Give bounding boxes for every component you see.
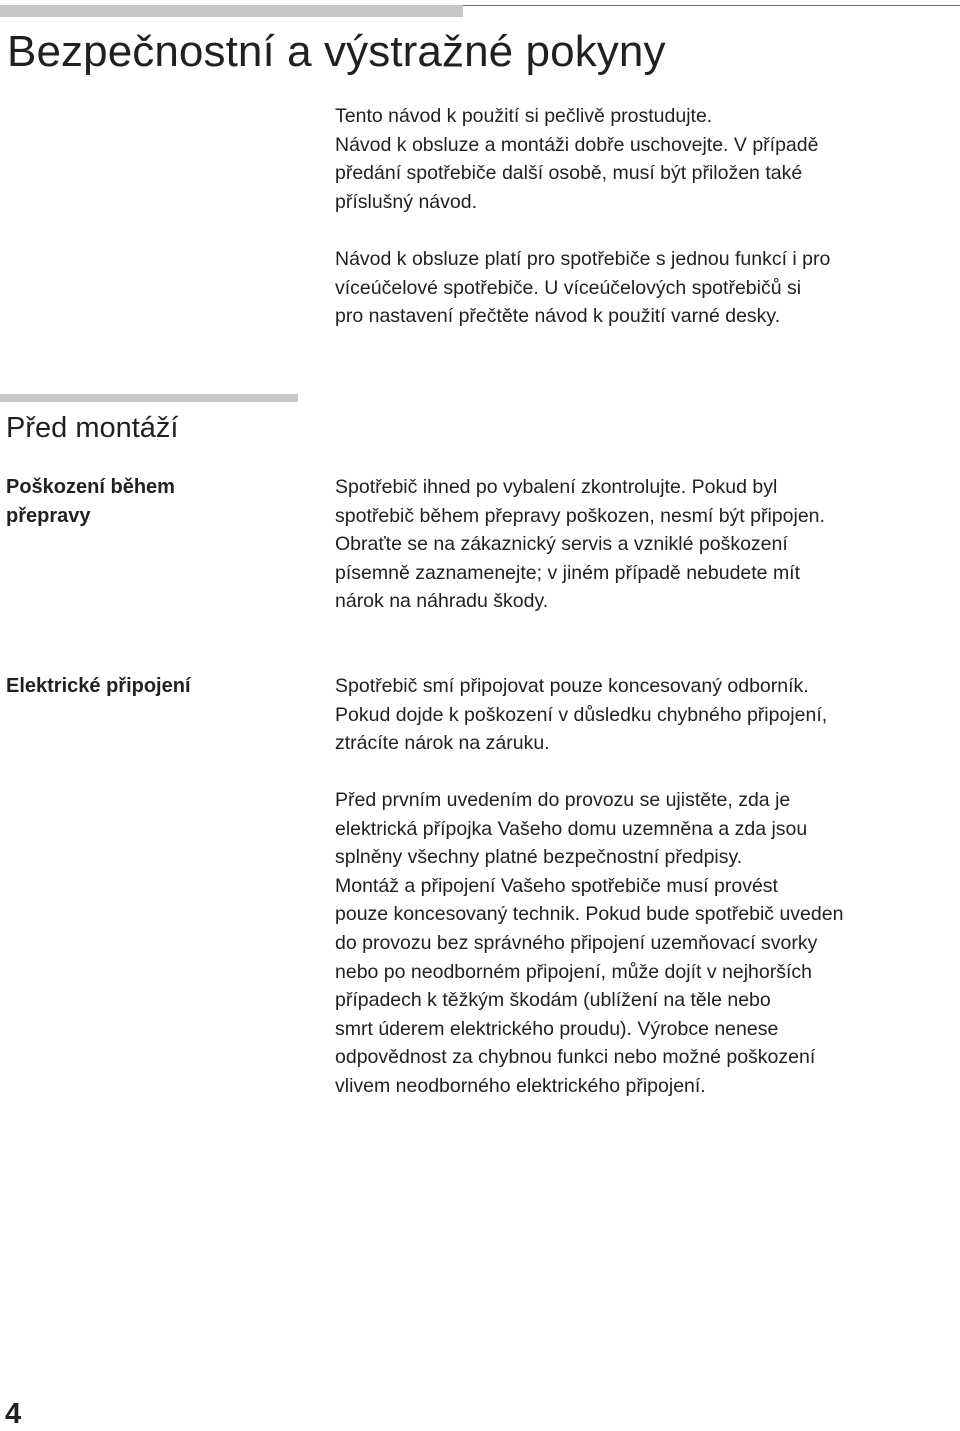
- electrical-paragraph-2: [335, 786, 955, 1101]
- text-line: Před prvním uvedením do provozu se ujistěte, zda je: [335, 789, 791, 811]
- text-line: Návod k obsluze platí pro spotřebiče s jednou funkcí i pro: [335, 248, 831, 270]
- text-line: spotřebič během přepravy poškozen, nesmí být připojen.: [335, 504, 825, 527]
- electrical-connection-label: Elektrické připojení: [6, 675, 191, 697]
- section-rule: [0, 394, 298, 402]
- text-line: odpovědnost za chybnou funkci nebo možné poškození: [335, 1046, 816, 1069]
- text-line: případech k těžkým škodám (ublížení na těle nebo: [335, 989, 771, 1012]
- text-line: ztrácíte nárok na záruku.: [335, 732, 550, 755]
- text-line: splněny všechny platné bezpečnostní předpisy.: [335, 846, 743, 869]
- text-line: nebo po neodborném připojení, může dojít v nejhorších: [335, 960, 812, 983]
- transport-damage-paragraph: [335, 473, 955, 616]
- text-line: pouze koncesovaný technik. Pokud bude spotřebič uveden: [335, 903, 844, 926]
- text-line: Tento návod k použití si pečlivě prostudujte.: [335, 105, 713, 127]
- text-line: vlivem neodborného elektrického připojení.: [335, 1074, 706, 1097]
- text-line: pro nastavení přečtěte návod k použití varné desky.: [335, 305, 781, 328]
- text-line: smrt úderem elektrického proudu). Výrobce nenese: [335, 1017, 779, 1040]
- text-line: do provozu bez správného připojení uzemňovací svorky: [335, 931, 818, 954]
- text-line: Montáž a připojení Vašeho spotřebiče musí provést: [335, 874, 778, 897]
- text-line: předání spotřebiče další osobě, musí být přiložen také: [335, 162, 803, 185]
- header-rule-thick: [0, 5, 463, 17]
- text-line: příslušný návod.: [335, 190, 477, 213]
- text-line: Návod k obsluze a montáži dobře uschovejte. V případě: [335, 133, 819, 156]
- text-line: Spotřebič ihned po vybalení zkontrolujte. Pokud byl: [335, 476, 778, 498]
- text-line: Spotřebič smí připojovat pouze koncesovaný odborník.: [335, 675, 809, 697]
- label-line: přepravy: [6, 504, 91, 527]
- label-line: Poškození během: [6, 476, 175, 498]
- page-number: 4: [5, 1398, 22, 1430]
- intro-paragraph-1: [335, 102, 955, 216]
- text-line: víceúčelové spotřebiče. U víceúčelových spotřebičů si: [335, 276, 802, 299]
- text-line: Pokud dojde k poškození v důsledku chybného připojení,: [335, 703, 828, 726]
- text-line: Obraťte se na zákaznický servis a vzniklé poškození: [335, 533, 788, 556]
- section-heading: Před montáží: [6, 412, 179, 444]
- transport-damage-label: [6, 473, 175, 530]
- header-rule-thin: [463, 5, 960, 6]
- text-line: písemně zaznamenejte; v jiném případě nebudete mít: [335, 561, 801, 584]
- text-line: nárok na náhradu škody.: [335, 590, 549, 613]
- intro-paragraph-2: [335, 245, 955, 331]
- text-line: elektrická přípojka Vašeho domu uzemněna a zda jsou: [335, 817, 808, 840]
- page-title: Bezpečnostní a výstražné pokyny: [7, 27, 666, 76]
- electrical-paragraph-1: [335, 672, 955, 758]
